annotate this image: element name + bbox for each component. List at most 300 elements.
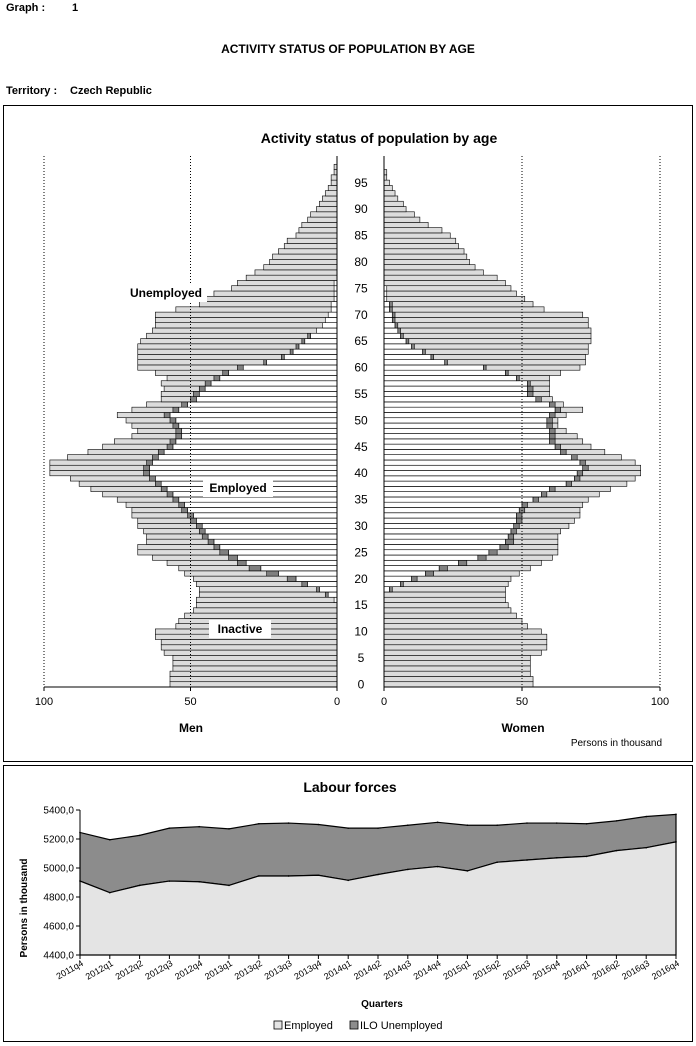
men-bar-unemployed-age-39 xyxy=(149,476,155,481)
men-bar-total-age-17 xyxy=(199,592,337,597)
unemployed-top-point xyxy=(616,820,618,822)
labour-x-tick-label: 2015q3 xyxy=(500,958,532,982)
men-bar-total-age-2 xyxy=(170,671,337,676)
age-tick-label: 30 xyxy=(354,518,368,533)
women-bar-total-age-78 xyxy=(384,270,483,275)
labour-panel xyxy=(3,765,693,1042)
labour-x-tick-label: 2012q2 xyxy=(113,958,145,982)
labour-ylabel: Persons in thousand xyxy=(19,858,30,958)
women-bar-total-age-13 xyxy=(384,613,516,618)
women-bar-employed-age-61 xyxy=(384,360,445,365)
women-bar-total-age-87 xyxy=(384,222,428,227)
men-bar-unemployed-age-53 xyxy=(182,402,188,407)
women-bar-unemployed-age-68 xyxy=(395,323,398,328)
women-bar-unemployed-age-31 xyxy=(516,518,522,523)
men-bar-total-age-85 xyxy=(296,233,337,238)
men-bar-employed-age-62 xyxy=(284,354,337,359)
men-bar-employed-age-57 xyxy=(211,381,337,386)
men-bar-unemployed-age-43 xyxy=(152,455,158,460)
women-bar-employed-age-67 xyxy=(384,328,398,333)
men-bar-unemployed-age-55 xyxy=(193,391,199,396)
women-bar-employed-age-28 xyxy=(384,534,508,539)
women-bar-total-age-17 xyxy=(384,592,505,597)
labour-x-tick-label: 2015q4 xyxy=(530,958,562,982)
men-bar-employed-age-67 xyxy=(316,328,337,333)
unemployed-top-point xyxy=(169,827,171,829)
women-bar-employed-age-24 xyxy=(384,555,478,560)
men-bar-employed-age-41 xyxy=(149,465,337,470)
labour-y-tick-label: 4600,0 xyxy=(43,921,74,933)
employed-point xyxy=(526,859,528,861)
page-title: ACTIVITY STATUS OF POPULATION BY AGE xyxy=(221,42,475,56)
men-bar-employed-age-68 xyxy=(322,323,337,328)
labour-x-tick-label: 2016q2 xyxy=(590,958,622,982)
men-bar-total-age-89 xyxy=(311,212,337,217)
age-tick-label: 60 xyxy=(354,360,368,375)
men-bar-total-age-95 xyxy=(331,180,337,185)
women-bar-unemployed-age-39 xyxy=(574,476,580,481)
employed-point xyxy=(616,850,618,852)
women-bar-unemployed-age-69 xyxy=(392,317,395,322)
men-bar-unemployed-age-27 xyxy=(208,539,214,544)
men-bar-unemployed-age-58 xyxy=(214,375,220,380)
men-bar-unemployed-age-20 xyxy=(287,576,296,581)
men-bar-unemployed-age-24 xyxy=(229,555,238,560)
employed-point xyxy=(228,885,230,887)
men-bar-total-age-84 xyxy=(287,238,337,243)
men-bar-total-age-81 xyxy=(273,254,337,259)
men-bar-total-age-13 xyxy=(185,613,337,618)
men-bar-employed-age-40 xyxy=(149,471,337,476)
graph-label: Graph : xyxy=(6,2,46,14)
labour-y-tick-label: 5400,0 xyxy=(43,805,74,817)
men-bar-unemployed-age-28 xyxy=(202,534,208,539)
labour-y-tick-label: 4400,0 xyxy=(43,950,74,962)
women-bar-total-age-85 xyxy=(384,233,450,238)
unemployed-top-point xyxy=(437,822,439,824)
women-bar-total-age-3 xyxy=(384,666,530,671)
men-bar-total-age-87 xyxy=(302,222,337,227)
women-bar-total-age-86 xyxy=(384,228,442,233)
annotation-unemployed: Unemployed xyxy=(129,286,203,300)
women-bar-total-age-88 xyxy=(384,217,420,222)
labour-x-tick-label: 2016q4 xyxy=(649,958,681,982)
men-bar-total-age-7 xyxy=(161,645,337,650)
age-tick-label: 65 xyxy=(354,334,368,349)
employed-point xyxy=(318,874,320,876)
women-bar-total-age-77 xyxy=(384,275,497,280)
employed-point xyxy=(169,880,171,882)
women-bar-total-age-11 xyxy=(384,624,528,629)
men-bar-unemployed-age-29 xyxy=(199,529,205,534)
men-bar-employed-age-61 xyxy=(267,360,337,365)
women-bar-unemployed-age-26 xyxy=(500,544,508,549)
women-bar-employed-age-36 xyxy=(384,492,541,497)
men-bar-unemployed-age-47 xyxy=(176,434,182,439)
men-bar-unemployed-age-51 xyxy=(164,412,170,417)
labour-x-tick-label: 2011q4 xyxy=(54,958,85,982)
women-bar-unemployed-age-49 xyxy=(547,423,553,428)
men-bar-employed-age-27 xyxy=(214,539,337,544)
women-bar-unemployed-age-46 xyxy=(550,439,556,444)
women-bar-unemployed-age-62 xyxy=(431,354,434,359)
men-bar-employed-age-35 xyxy=(179,497,337,502)
women-bar-employed-age-26 xyxy=(384,544,500,549)
labour-x-tick-label: 2013q1 xyxy=(202,958,234,982)
women-bar-total-age-80 xyxy=(384,259,470,264)
women-bar-unemployed-age-20 xyxy=(412,576,418,581)
labour-x-tick-label: 2012q3 xyxy=(143,958,175,982)
age-tick-label: 85 xyxy=(354,228,368,243)
territory-label: Territory : xyxy=(6,85,58,97)
women-bar-total-age-0 xyxy=(384,682,533,687)
men-bar-unemployed-age-25 xyxy=(220,550,229,555)
age-tick-label: 5 xyxy=(357,650,365,665)
unemployed-top-point xyxy=(288,822,290,824)
men-bar-unemployed-age-19 xyxy=(302,581,308,586)
men-bar-employed-age-28 xyxy=(208,534,337,539)
men-bar-unemployed-age-45 xyxy=(167,444,173,449)
women-bar-employed-age-43 xyxy=(384,455,572,460)
men-bar-total-age-91 xyxy=(319,201,337,206)
women-bar-total-age-18 xyxy=(384,587,505,592)
labour-y-tick-label: 5200,0 xyxy=(43,834,74,846)
men-bar-total-age-82 xyxy=(278,249,337,254)
units-note: Persons in thousand xyxy=(570,738,662,749)
men-bar-employed-age-45 xyxy=(173,444,337,449)
men-bar-unemployed-age-42 xyxy=(147,460,153,465)
women-bar-unemployed-age-57 xyxy=(528,381,531,386)
pyramid-title: Activity status of population by age xyxy=(260,130,498,146)
men-bar-unemployed-age-18 xyxy=(316,587,319,592)
men-bar-total-age-15 xyxy=(196,603,337,608)
unemployed-top-point xyxy=(526,822,528,824)
employed-point xyxy=(467,870,469,872)
women-bar-employed-age-69 xyxy=(384,317,392,322)
men-bar-unemployed-age-23 xyxy=(237,560,246,565)
graph-number: 1 xyxy=(72,2,79,14)
labour-x-tick-label: 2016q3 xyxy=(620,958,652,982)
men-bar-employed-age-29 xyxy=(205,529,337,534)
unemployed-top-point xyxy=(467,824,469,826)
men-bar-employed-age-60 xyxy=(243,365,337,370)
employed-point xyxy=(109,892,111,894)
age-tick-label: 50 xyxy=(354,413,368,428)
men-bar-total-age-92 xyxy=(322,196,337,201)
women-bar-total-age-4 xyxy=(384,661,530,666)
women-bar-unemployed-age-72 xyxy=(390,302,393,307)
women-bar-employed-age-53 xyxy=(384,402,550,407)
unemployed-top-point xyxy=(139,835,141,837)
women-bar-employed-age-71 xyxy=(384,307,390,312)
women-bar-total-age-93 xyxy=(384,191,395,196)
men-bar-unemployed-age-26 xyxy=(214,544,220,549)
women-bar-total-age-14 xyxy=(384,608,511,613)
women-bar-unemployed-age-52 xyxy=(555,407,561,412)
labour-title: Labour forces xyxy=(303,779,397,795)
women-bar-employed-age-46 xyxy=(384,439,550,444)
men-bar-unemployed-age-21 xyxy=(267,571,279,576)
women-bar-employed-age-47 xyxy=(384,434,550,439)
employed-point xyxy=(675,841,677,843)
men-bar-employed-age-65 xyxy=(305,339,337,344)
men-bar-total-age-4 xyxy=(173,661,337,666)
women-bar-total-age-82 xyxy=(384,249,464,254)
territory-value: Czech Republic xyxy=(70,85,152,97)
labour-x-tick-label: 2014q2 xyxy=(351,958,383,982)
women-bar-total-age-12 xyxy=(384,618,522,623)
women-bar-employed-age-55 xyxy=(384,391,528,396)
women-bar-total-age-69 xyxy=(384,317,588,322)
women-bar-unemployed-age-51 xyxy=(550,412,556,417)
women-bar-employed-age-60 xyxy=(384,365,483,370)
men-bar-employed-age-63 xyxy=(293,349,337,354)
men-bar-employed-age-32 xyxy=(193,513,337,518)
women-bar-total-age-1 xyxy=(384,676,533,681)
men-bar-total-age-16 xyxy=(196,597,337,602)
men-bar-employed-age-53 xyxy=(188,402,337,407)
men-bar-total-age-68 xyxy=(155,323,337,328)
women-bar-unemployed-age-25 xyxy=(489,550,497,555)
pyramid-chart xyxy=(4,106,692,761)
women-bar-employed-age-22 xyxy=(384,566,439,571)
women-bar-total-age-75 xyxy=(384,286,511,291)
women-bar-total-age-94 xyxy=(384,185,392,190)
women-bar-unemployed-age-44 xyxy=(561,449,567,454)
women-bar-unemployed-age-29 xyxy=(511,529,517,534)
women-bar-employed-age-38 xyxy=(384,481,566,486)
women-bar-unemployed-age-24 xyxy=(478,555,486,560)
men-bar-unemployed-age-31 xyxy=(191,518,197,523)
men-bar-total-age-94 xyxy=(328,185,337,190)
women-bar-total-age-76 xyxy=(384,280,505,285)
men-bar-total-age-8 xyxy=(161,639,337,644)
age-tick-label: 25 xyxy=(354,545,368,560)
men-bar-employed-age-54 xyxy=(196,397,337,402)
men-bar-unemployed-age-54 xyxy=(191,397,197,402)
men-label: Men xyxy=(179,721,203,735)
men-bar-total-age-93 xyxy=(325,191,337,196)
women-bar-unemployed-age-18 xyxy=(390,587,393,592)
employed-point xyxy=(377,874,379,876)
men-bar-unemployed-age-37 xyxy=(161,486,167,491)
men-bar-employed-age-51 xyxy=(170,412,337,417)
men-bar-employed-age-19 xyxy=(308,581,337,586)
men-x-tick-label: 0 xyxy=(333,696,341,708)
men-bar-unemployed-age-49 xyxy=(173,423,179,428)
men-bar-unemployed-age-17 xyxy=(325,592,328,597)
women-bar-unemployed-age-70 xyxy=(392,312,395,317)
women-bar-employed-age-68 xyxy=(384,323,395,328)
women-bar-unemployed-age-32 xyxy=(516,513,522,518)
women-bar-employed-age-33 xyxy=(384,507,519,512)
women-bar-unemployed-age-66 xyxy=(401,333,404,338)
women-bar-total-age-73 xyxy=(384,296,525,301)
age-tick-label: 10 xyxy=(354,624,368,639)
pyramid-panel xyxy=(3,105,693,762)
men-bar-employed-age-23 xyxy=(246,560,337,565)
women-bar-unemployed-age-63 xyxy=(423,349,426,354)
men-bar-unemployed-age-66 xyxy=(308,333,311,338)
employed-point xyxy=(496,861,498,863)
labour-x-tick-label: 2014q4 xyxy=(411,958,443,982)
age-tick-label: 70 xyxy=(354,307,368,322)
women-bar-employed-age-42 xyxy=(384,460,580,465)
men-bar-total-age-70 xyxy=(155,312,337,317)
women-bar-employed-age-59 xyxy=(384,370,505,375)
men-bar-employed-age-49 xyxy=(179,423,337,428)
men-bar-total-age-90 xyxy=(316,207,337,212)
men-bar-employed-age-48 xyxy=(182,428,337,433)
men-bar-unemployed-age-40 xyxy=(144,471,150,476)
employed-point xyxy=(586,856,588,858)
women-bar-total-age-70 xyxy=(384,312,583,317)
age-tick-label: 45 xyxy=(354,439,368,454)
men-bar-total-age-86 xyxy=(299,228,337,233)
women-bar-unemployed-age-56 xyxy=(528,386,534,391)
men-bar-total-age-72 xyxy=(199,302,337,307)
men-bar-unemployed-age-30 xyxy=(196,523,202,528)
women-bar-unemployed-age-45 xyxy=(555,444,561,449)
men-bar-employed-age-58 xyxy=(220,375,337,380)
labour-x-tick-label: 2012q4 xyxy=(173,958,205,982)
men-bar-unemployed-age-63 xyxy=(290,349,293,354)
legend-swatch-employed xyxy=(274,1021,282,1029)
men-bar-total-age-79 xyxy=(264,265,337,270)
age-tick-label: 0 xyxy=(357,677,365,692)
women-bar-unemployed-age-53 xyxy=(550,402,556,407)
women-bar-total-age-84 xyxy=(384,238,456,243)
unemployed-top-point xyxy=(377,827,379,829)
women-bar-employed-age-56 xyxy=(384,386,528,391)
men-bar-unemployed-age-48 xyxy=(176,428,182,433)
men-bar-employed-age-69 xyxy=(325,317,337,322)
women-bar-employed-age-20 xyxy=(384,576,412,581)
women-bar-employed-age-54 xyxy=(384,397,536,402)
men-bar-unemployed-age-44 xyxy=(158,449,164,454)
men-bar-total-age-73 xyxy=(202,296,337,301)
women-bar-employed-age-18 xyxy=(384,587,390,592)
women-bar-total-age-71 xyxy=(384,307,544,312)
men-bar-employed-age-26 xyxy=(220,544,337,549)
men-bar-unemployed-age-62 xyxy=(281,354,284,359)
employed-point xyxy=(645,847,647,849)
men-bar-employed-age-21 xyxy=(278,571,337,576)
men-bar-employed-age-34 xyxy=(185,502,337,507)
women-x-tick-label: 100 xyxy=(650,696,670,708)
women-label: Women xyxy=(501,721,545,735)
women-bar-employed-age-66 xyxy=(384,333,401,338)
women-bar-unemployed-age-55 xyxy=(528,391,534,396)
men-bar-total-age-69 xyxy=(155,317,337,322)
unemployed-top-point xyxy=(645,816,647,818)
unemployed-top-point xyxy=(318,824,320,826)
women-bar-employed-age-23 xyxy=(384,560,459,565)
women-bar-unemployed-age-37 xyxy=(550,486,556,491)
employed-point xyxy=(407,869,409,871)
women-bar-total-age-72 xyxy=(384,302,533,307)
men-bar-unemployed-age-22 xyxy=(249,566,261,571)
women-bar-employed-age-25 xyxy=(384,550,489,555)
women-bar-employed-age-27 xyxy=(384,539,505,544)
labour-y-tick-label: 5000,0 xyxy=(43,863,74,875)
labour-legend xyxy=(274,1020,443,1032)
women-bar-unemployed-age-42 xyxy=(580,460,586,465)
unemployed-top-point xyxy=(109,839,111,841)
age-tick-label: 80 xyxy=(354,254,368,269)
annotation-employed: Employed xyxy=(209,481,267,495)
age-tick-label: 35 xyxy=(354,492,368,507)
men-bar-employed-age-33 xyxy=(188,507,337,512)
women-bar-unemployed-age-36 xyxy=(541,492,547,497)
age-tick-label: 20 xyxy=(354,571,368,586)
labour-y-tick-label: 4800,0 xyxy=(43,892,74,904)
men-bar-unemployed-age-57 xyxy=(205,381,211,386)
employed-point xyxy=(437,866,439,868)
men-bar-employed-age-50 xyxy=(176,418,337,423)
women-bar-total-age-2 xyxy=(384,671,530,676)
labour-x-tick-label: 2014q3 xyxy=(381,958,413,982)
women-bar-total-age-5 xyxy=(384,655,530,660)
age-tick-label: 40 xyxy=(354,466,368,481)
men-bar-employed-age-66 xyxy=(311,333,337,338)
men-bar-unemployed-age-64 xyxy=(296,344,299,349)
women-bar-unemployed-age-71 xyxy=(390,307,393,312)
women-bar-unemployed-age-60 xyxy=(483,365,486,370)
men-bar-unemployed-age-52 xyxy=(173,407,179,412)
unemployed-top-point xyxy=(556,822,558,824)
women-bar-unemployed-age-48 xyxy=(550,428,556,433)
women-bar-employed-age-57 xyxy=(384,381,528,386)
men-bar-employed-age-56 xyxy=(205,386,337,391)
women-bar-unemployed-age-59 xyxy=(505,370,508,375)
men-bar-employed-age-22 xyxy=(261,566,337,571)
women-bar-employed-age-52 xyxy=(384,407,555,412)
men-bar-total-age-75 xyxy=(232,286,337,291)
unemployed-top-point xyxy=(675,814,677,816)
labour-x-tick-label: 2016q1 xyxy=(560,958,592,982)
men-bar-unemployed-age-60 xyxy=(237,365,243,370)
men-bar-total-age-78 xyxy=(255,270,337,275)
age-tick-label: 95 xyxy=(354,175,368,190)
women-bar-employed-age-70 xyxy=(384,312,392,317)
men-bar-total-age-88 xyxy=(308,217,337,222)
men-bar-unemployed-age-33 xyxy=(182,507,188,512)
women-bars xyxy=(384,170,641,687)
age-tick-label: 75 xyxy=(354,281,368,296)
women-x-tick-label: 50 xyxy=(515,696,529,708)
legend-swatch-ilo-unemployed xyxy=(350,1021,358,1029)
women-bar-unemployed-age-30 xyxy=(514,523,520,528)
men-bar-total-age-80 xyxy=(270,259,337,264)
men-bar-total-age-0 xyxy=(170,682,337,687)
men-bar-unemployed-age-41 xyxy=(144,465,150,470)
men-bar-unemployed-age-61 xyxy=(264,360,267,365)
labour-chart xyxy=(4,766,692,1041)
labour-x-tick-label: 2014q1 xyxy=(322,958,354,982)
employed-point xyxy=(288,875,290,877)
men-bar-employed-age-59 xyxy=(229,370,337,375)
men-bar-total-age-1 xyxy=(170,676,337,681)
age-tick-label: 90 xyxy=(354,202,368,217)
men-bar-employed-age-71 xyxy=(331,307,337,312)
women-bar-total-age-91 xyxy=(384,201,403,206)
women-bar-total-age-6 xyxy=(384,650,541,655)
employed-point xyxy=(198,881,200,883)
age-tick-label: 55 xyxy=(354,386,368,401)
labour-xlabel: Quarters xyxy=(361,999,403,1010)
women-bar-unemployed-age-67 xyxy=(398,328,401,333)
